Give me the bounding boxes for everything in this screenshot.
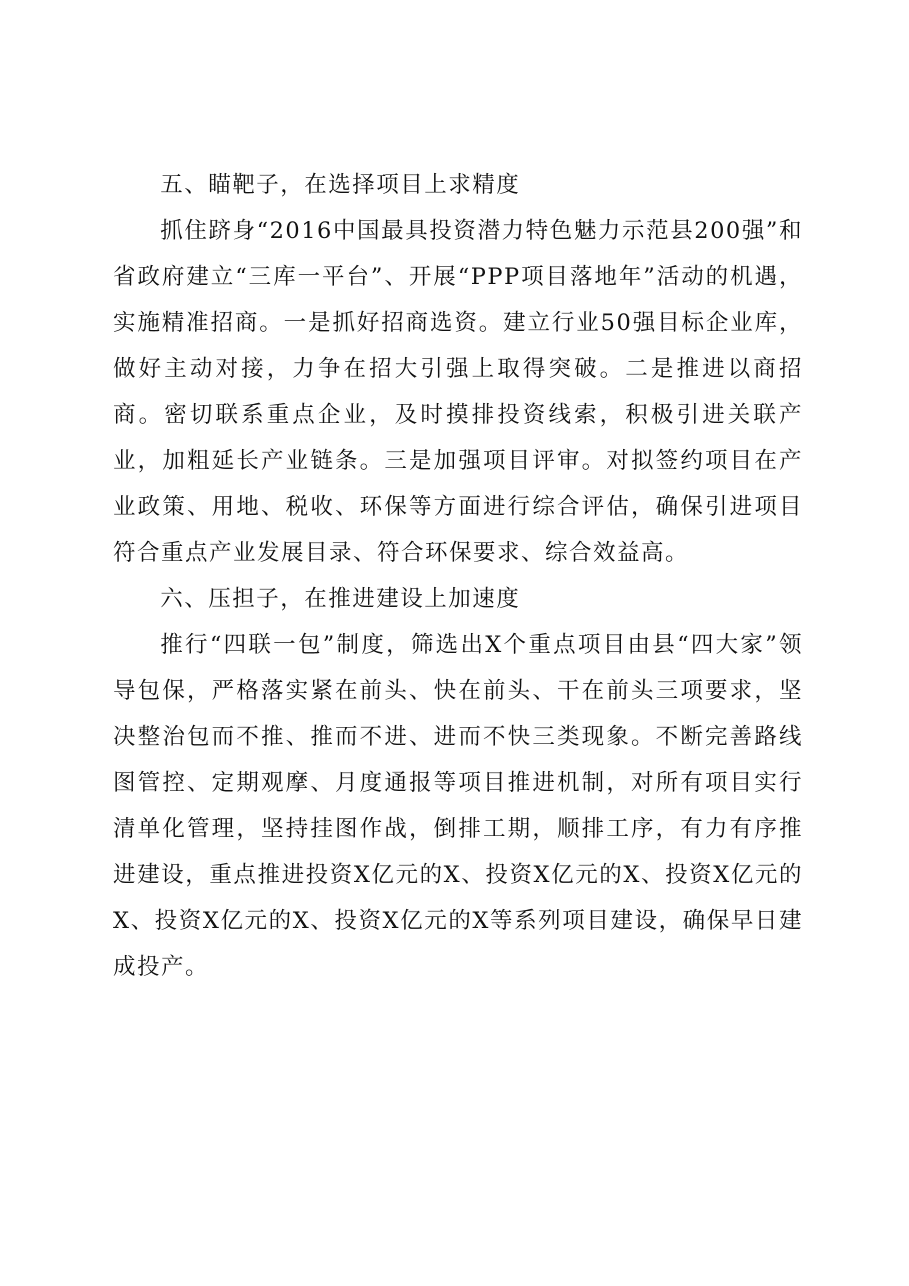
- document-body: [113, 162, 803, 990]
- section-heading-5: 五、瞄靶子，在选择项目上求精度: [160, 172, 521, 198]
- section-paragraph-5: 抓住跻身“2016中国最具投资潜力特色魅力示范县200强”和省政府建立“三库一平台”、开展“PPP项目落地年”活动的机遇，实施精准招商。一是抓好招商选资。建立行业50强目标企业库，做好主动对接，力争在招大引强上取得突破。二是推进以商招商。密切联系重点企业，及时摸排投资线索，积极引进关联产业，加粗延长产业链条。三是加强项目评审。对拟签约项目在产业政策、用地、税收、环保等方面进行综合评估，确保引进项目符合重点产业发展目录、符合环保要求、综合效益高。: [113, 218, 803, 566]
- section-paragraph-6: 推行“四联一包”制度，筛选出X个重点项目由县“四大家”领导包保，严格落实紧在前头、快在前头、干在前头三项要求，坚决整治包而不推、推而不进、进而不快三类现象。不断完善路线图管控、定期观摩、月度通报等项目推进机制，对所有项目实行清单化管理，坚持挂图作战，倒排工期，顺排工序，有力有序推进建设，重点推进投资X亿元的X、投资X亿元的X、投资X亿元的X、投资X亿元的X、投资X亿元的X等系列项目建设，确保早日建成投产。: [113, 632, 803, 980]
- section-heading-6: 六、压担子，在推进建设上加速度: [160, 586, 521, 612]
